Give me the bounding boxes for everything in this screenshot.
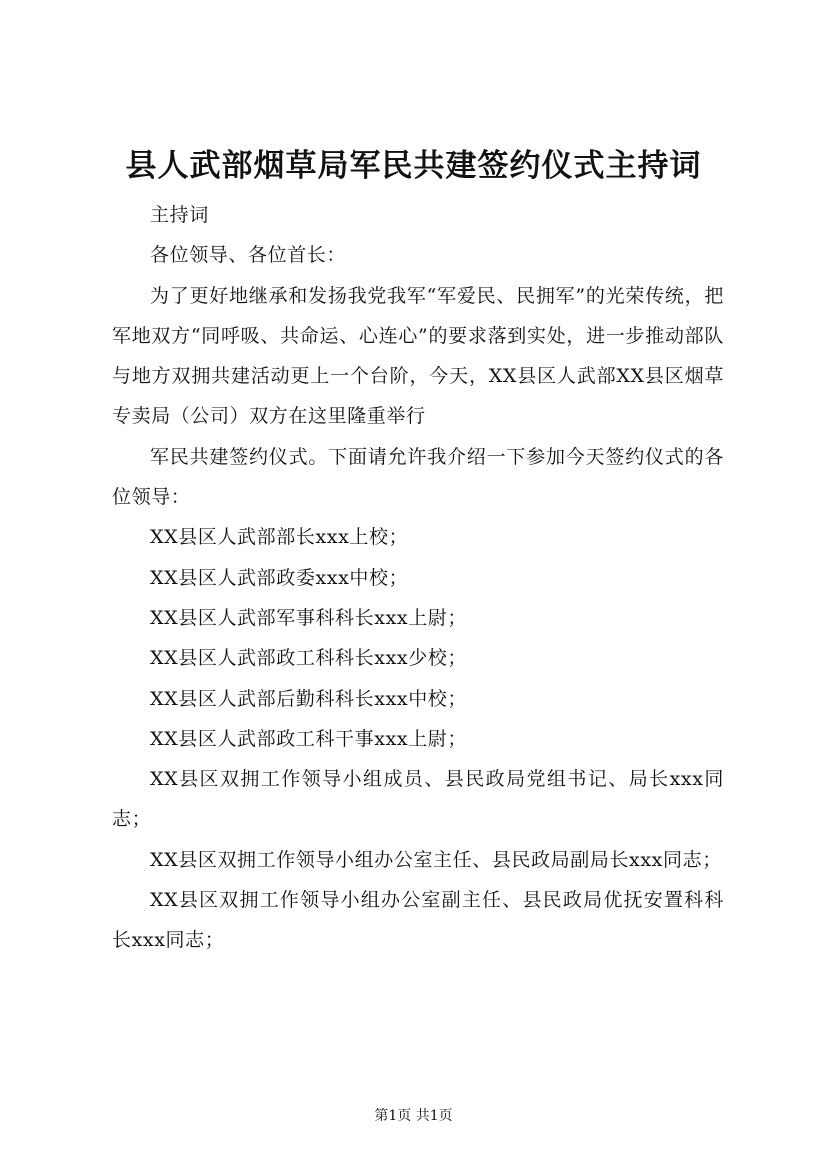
paragraph-attendee: XX县区双拥工作领导小组办公室主任、县民政局副局长xxx同志； xyxy=(150,848,722,871)
page-footer: 第1页 共1页 xyxy=(374,1108,453,1124)
paragraph-host-label: 主持词 xyxy=(150,204,209,226)
paragraph-attendee: XX县区人武部政委xxx中校； xyxy=(150,566,409,589)
paragraph-attendee: XX县区双拥工作领导小组成员、县民政局党组书记、局长xxx同志； xyxy=(112,768,724,831)
document-title: 县人武部烟草局军民共建签约仪式主持词 xyxy=(125,148,702,184)
paragraph-attendee: XX县区人武部政工科科长xxx少校； xyxy=(150,647,467,670)
paragraph-salutation: 各位领导、各位首长： xyxy=(150,244,347,267)
paragraph-attendee: XX县区人武部军事科科长xxx上尉； xyxy=(150,606,467,629)
paragraph-attendee: XX县区人武部政工科干事xxx上尉； xyxy=(150,727,467,750)
document-body xyxy=(112,195,724,961)
paragraph-attendee: XX县区人武部部长xxx上校； xyxy=(150,526,409,549)
paragraph-attendee: XX县区人武部后勤科科长xxx中校； xyxy=(150,687,467,710)
paragraph-attendee: XX县区双拥工作领导小组办公室副主任、县民政局优抚安置科科长xxx同志； xyxy=(112,889,724,952)
paragraph-ceremony: 军民共建签约仪式。下面请允许我介绍一下参加今天签约仪式的各位领导： xyxy=(112,445,724,509)
paragraph-intro: 为了更好地继承和发扬我党我军“军爱民、民拥军”的光荣传统，把军地双方“同呼吸、共命运、心连心”的要求落到实处，进一步推动部队与地方双拥共建活动更上一个台阶，今天，XX县区人武部XX县区烟草专卖局（公司）双方在这里隆重举行 xyxy=(112,284,724,428)
